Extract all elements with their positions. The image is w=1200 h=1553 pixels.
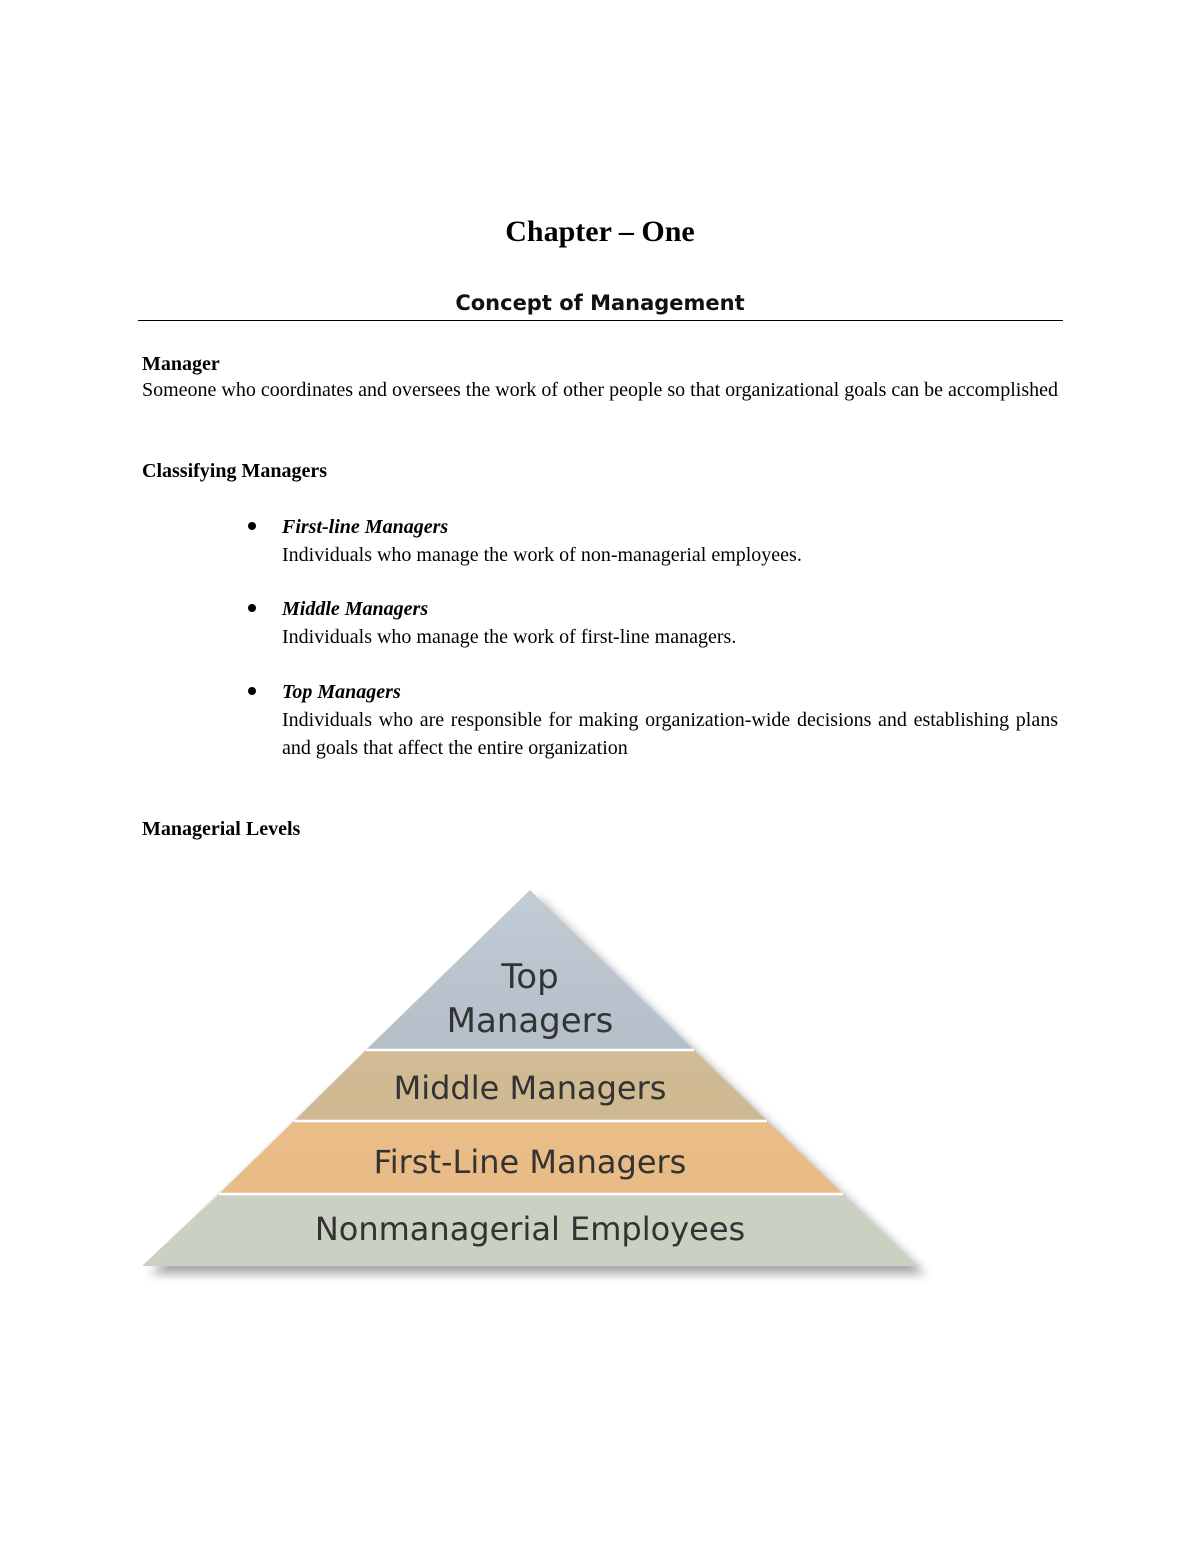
list-item-top — [282, 679, 1058, 762]
title-divider — [138, 320, 1063, 321]
classifying-heading: Classifying Managers — [142, 460, 327, 482]
bullet-term: First-line Managers — [282, 516, 449, 538]
list-item-first-line — [282, 514, 1058, 569]
bullet-icon — [248, 522, 256, 530]
pyramid-label-top-1: Top — [501, 957, 559, 997]
section-title: Concept of Management — [455, 291, 745, 315]
manager-heading: Manager — [142, 353, 220, 375]
bullet-term: Top Managers — [282, 681, 401, 703]
manager-definition: Someone who coordinates and oversees the work of other people so that organizational goals can be accomplished — [142, 379, 1059, 401]
pyramid-label-middle: Middle Managers — [393, 1069, 667, 1107]
chapter-title: Chapter – One — [505, 215, 695, 248]
pyramid-label-nonmanagerial: Nonmanagerial Employees — [314, 1210, 746, 1248]
managerial-levels-pyramid — [0, 860, 1200, 1320]
bullet-term: Middle Managers — [282, 598, 429, 620]
bullet-icon — [248, 687, 256, 695]
pyramid-label-first-line: First-Line Managers — [373, 1143, 687, 1181]
list-item-middle — [282, 596, 1058, 651]
bullet-description: Individuals who manage the work of first-line managers. — [282, 626, 737, 648]
bullet-icon — [248, 604, 256, 612]
bullet-description: Individuals who manage the work of non-managerial employees. — [282, 544, 802, 566]
bullet-description: Individuals who are responsible for making organization-wide decisions and establishing plans and goals that affect the entire organization — [282, 709, 1058, 759]
levels-heading: Managerial Levels — [142, 818, 301, 840]
pyramid-label-top-2: Managers — [446, 1001, 614, 1041]
